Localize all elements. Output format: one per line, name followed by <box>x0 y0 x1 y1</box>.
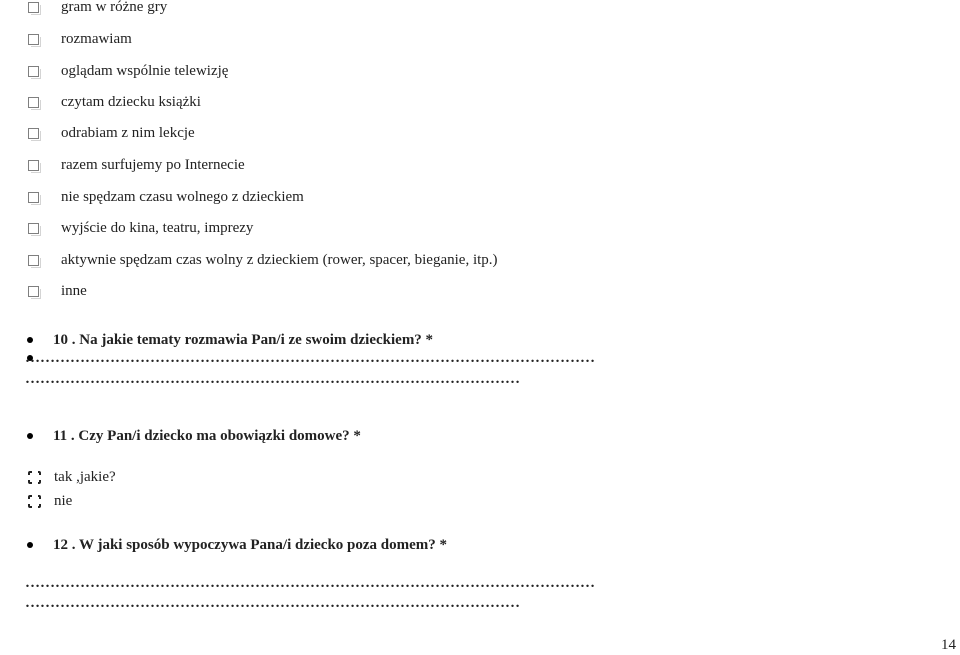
q11-option-no[interactable] <box>28 491 73 511</box>
page-number: 14 <box>941 637 956 653</box>
option-label: gram w różne gry <box>61 0 168 15</box>
option-label: wyjście do kina, teatru, imprezy <box>61 220 254 236</box>
checkbox-icon[interactable] <box>28 255 39 266</box>
checkbox-icon[interactable] <box>28 223 39 234</box>
q9-option-cinema[interactable] <box>28 218 254 238</box>
q9-option-books[interactable] <box>28 92 201 112</box>
option-label: aktywnie spędzam czas wolny z dzieckiem (rower, spacer, bieganie, itp.) <box>61 252 498 268</box>
option-label: nie <box>54 493 73 509</box>
checkbox-icon[interactable] <box>28 34 39 45</box>
q11-title: 11 . Czy Pan/i dziecko ma obowiązki domowe? * <box>53 428 361 444</box>
q9-option-tv[interactable] <box>28 61 229 81</box>
q9-option-games[interactable] <box>28 0 168 17</box>
q12-title: 12 . W jaki sposób wypoczywa Pana/i dziecko poza domem? * <box>53 537 448 553</box>
option-label: tak ,jakie? <box>54 469 116 485</box>
option-label: oglądam wspólnie telewizję <box>61 63 229 79</box>
option-label: czytam dziecku książki <box>61 94 201 110</box>
option-box-icon[interactable] <box>28 471 41 484</box>
q12-answer-line-1[interactable]: …………………………………………………………………………………………………… <box>25 575 595 591</box>
q10-title: 10 . Na jakie tematy rozmawia Pan/i ze swoim dzieckiem? * <box>53 332 434 348</box>
checkbox-icon[interactable] <box>28 2 39 13</box>
q9-option-other[interactable] <box>28 281 87 301</box>
q9-option-no-free-time[interactable] <box>28 187 304 207</box>
q10-answer-line-1[interactable]: …………………………………………………………………………………………………… <box>25 350 595 366</box>
checkbox-icon[interactable] <box>28 128 39 139</box>
bullet-icon <box>27 542 33 548</box>
q9-option-active[interactable] <box>28 250 498 270</box>
checkbox-icon[interactable] <box>28 97 39 108</box>
q11-option-yes[interactable] <box>28 467 116 487</box>
option-label: razem surfujemy po Internecie <box>61 157 245 173</box>
option-label: odrabiam z nim lekcje <box>61 125 195 141</box>
q9-option-talk[interactable] <box>28 29 132 49</box>
bullet-icon <box>27 337 33 343</box>
option-box-icon[interactable] <box>28 495 41 508</box>
q9-option-homework[interactable] <box>28 123 195 143</box>
q12-answer-line-2[interactable]: ……………………………………………………………………………………… <box>25 595 520 611</box>
checkbox-icon[interactable] <box>28 192 39 203</box>
checkbox-icon[interactable] <box>28 286 39 297</box>
option-label: nie spędzam czasu wolnego z dzieckiem <box>61 189 304 205</box>
q10-answer-line-2[interactable]: ……………………………………………………………………………………… <box>25 371 520 387</box>
bullet-icon <box>27 433 33 439</box>
option-label: rozmawiam <box>61 31 132 47</box>
option-label: inne <box>61 283 87 299</box>
q9-option-internet[interactable] <box>28 155 245 175</box>
checkbox-icon[interactable] <box>28 160 39 171</box>
checkbox-icon[interactable] <box>28 66 39 77</box>
